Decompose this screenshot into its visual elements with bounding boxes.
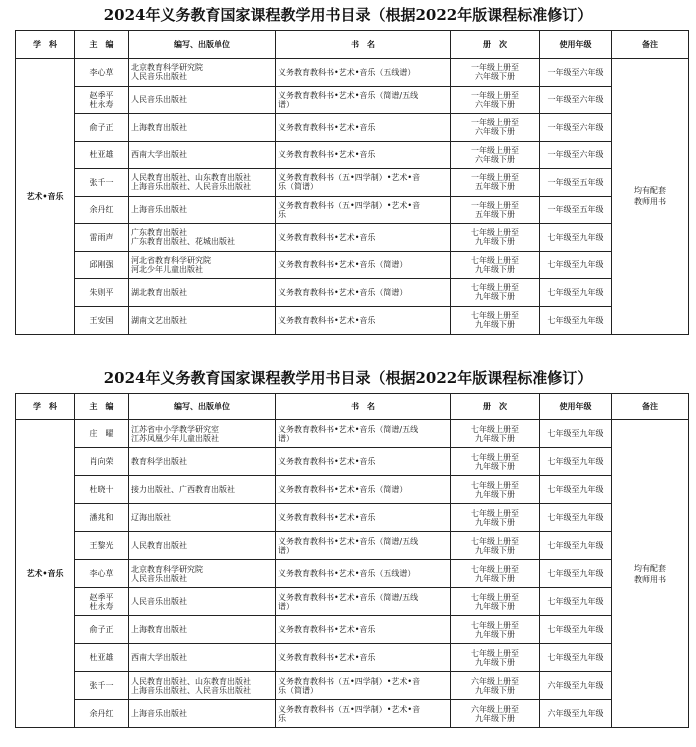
header-row [16, 394, 689, 420]
grade-cell: 七年级至九年级 [540, 560, 612, 588]
table-row [16, 644, 689, 672]
volume-cell: 七年级上册至 九年级下册 [451, 251, 540, 279]
book-title-cell: 义务教育教科书（五•四学制）•艺术•音 乐 [276, 196, 451, 224]
book-title-cell: 义务教育教科书（五•四学制）•艺术•音 乐 [276, 700, 451, 728]
editor-cell: 朱则平 [75, 279, 129, 307]
table-row [16, 504, 689, 532]
table-row [16, 532, 689, 560]
volume-cell: 七年级上册至 九年级下册 [451, 448, 540, 476]
volume-cell: 六年级上册至 九年级下册 [451, 700, 540, 728]
book-title-cell: 义务教育教科书•艺术•音乐（五线谱） [276, 560, 451, 588]
grade-cell: 一年级至六年级 [540, 86, 612, 114]
table-row [16, 672, 689, 700]
header-publisher: 编写、出版单位 [129, 394, 276, 420]
subject-cell: 艺术•音乐 [16, 59, 75, 335]
editor-cell: 王安国 [75, 306, 129, 334]
header-note: 备注 [612, 394, 689, 420]
publisher-cell: 上海音乐出版社 [129, 196, 276, 224]
volume-cell: 七年级上册至 九年级下册 [451, 476, 540, 504]
publisher-cell: 北京教育科学研究院 人民音乐出版社 [129, 59, 276, 87]
editor-cell: 杜晓十 [75, 476, 129, 504]
grade-cell: 六年级至九年级 [540, 700, 612, 728]
volume-cell: 七年级上册至 九年级下册 [451, 306, 540, 334]
table-row [16, 114, 689, 142]
header-book-title: 书 名 [276, 31, 451, 59]
book-title-cell: 义务教育教科书•艺术•音乐 [276, 141, 451, 169]
table-row [16, 224, 689, 252]
book-title-cell: 义务教育教科书•艺术•音乐 [276, 616, 451, 644]
book-title-cell: 义务教育教科书（五•四学制）•艺术•音 乐（简谱） [276, 169, 451, 197]
publisher-cell: 人民音乐出版社 [129, 588, 276, 616]
editor-cell: 俞子正 [75, 114, 129, 142]
table-row [16, 616, 689, 644]
grade-cell: 七年级至九年级 [540, 448, 612, 476]
volume-cell: 七年级上册至 九年级下册 [451, 420, 540, 448]
editor-cell: 余丹红 [75, 196, 129, 224]
table-row [16, 306, 689, 334]
header-publisher: 编写、出版单位 [129, 31, 276, 59]
grade-cell: 七年级至九年级 [540, 306, 612, 334]
book-title-cell: 义务教育教科书•艺术•音乐（简谱） [276, 476, 451, 504]
header-grade: 使用年级 [540, 394, 612, 420]
editor-cell: 肖向荣 [75, 448, 129, 476]
note-cell: 均有配套 教师用书 [612, 59, 689, 335]
book-title-cell: 义务教育教科书•艺术•音乐 [276, 114, 451, 142]
header-editor: 主 编 [75, 394, 129, 420]
grade-cell: 一年级至六年级 [540, 114, 612, 142]
table-body [16, 420, 689, 728]
publisher-cell: 西南大学出版社 [129, 644, 276, 672]
book-title-cell: 义务教育教科书•艺术•音乐 [276, 306, 451, 334]
publisher-cell: 湖北教育出版社 [129, 279, 276, 307]
header-subject: 学 科 [16, 31, 75, 59]
header-editor: 主 编 [75, 31, 129, 59]
table-row [16, 588, 689, 616]
volume-cell: 七年级上册至 九年级下册 [451, 504, 540, 532]
catalog-title: 2024年义务教育国家课程教学用书目录（根据2022年版课程标准修订） [103, 6, 593, 24]
publisher-cell: 广东教育出版社 广东教育出版社、花城出版社 [129, 224, 276, 252]
grade-cell: 六年级至九年级 [540, 672, 612, 700]
publisher-cell: 人民教育出版社、山东教育出版社 上海音乐出版社、人民音乐出版社 [129, 169, 276, 197]
grade-cell: 一年级至六年级 [540, 59, 612, 87]
publisher-cell: 人民教育出版社 [129, 532, 276, 560]
publisher-cell: 上海教育出版社 [129, 616, 276, 644]
catalog-block-2 [0, 363, 696, 393]
editor-cell: 邱刚强 [75, 251, 129, 279]
volume-cell: 一年级上册至 六年级下册 [451, 86, 540, 114]
volume-cell: 一年级上册至 五年级下册 [451, 196, 540, 224]
header-grade: 使用年级 [540, 31, 612, 59]
table-row [16, 251, 689, 279]
header-row [16, 31, 689, 59]
publisher-cell: 河北省教育科学研究院 河北少年儿童出版社 [129, 251, 276, 279]
publisher-cell: 教育科学出版社 [129, 448, 276, 476]
editor-cell: 张千一 [75, 169, 129, 197]
publisher-cell: 人民教育出版社、山东教育出版社 上海音乐出版社、人民音乐出版社 [129, 672, 276, 700]
editor-cell: 杜亚雄 [75, 644, 129, 672]
book-title-cell: 义务教育教科书•艺术•音乐 [276, 644, 451, 672]
book-title-cell: 义务教育教科书•艺术•音乐（简谱） [276, 251, 451, 279]
grade-cell: 七年级至九年级 [540, 588, 612, 616]
volume-cell: 七年级上册至 九年级下册 [451, 616, 540, 644]
book-title-cell: 义务教育教科书•艺术•音乐 [276, 448, 451, 476]
editor-cell: 王黎光 [75, 532, 129, 560]
book-title-cell: 义务教育教科书•艺术•音乐（五线谱） [276, 59, 451, 87]
editor-cell: 杜亚雄 [75, 141, 129, 169]
catalog-title: 2024年义务教育国家课程教学用书目录（根据2022年版课程标准修订） [103, 369, 593, 387]
editor-cell: 庄 曜 [75, 420, 129, 448]
book-title-cell: 义务教育教科书•艺术•音乐 [276, 224, 451, 252]
header-volume: 册 次 [451, 31, 540, 59]
publisher-cell: 湖南文艺出版社 [129, 306, 276, 334]
book-title-cell: 义务教育教科书•艺术•音乐（简谱/五线 谱） [276, 86, 451, 114]
catalog-table-1 [15, 30, 689, 335]
header-volume: 册 次 [451, 394, 540, 420]
editor-cell: 李心草 [75, 59, 129, 87]
volume-cell: 七年级上册至 九年级下册 [451, 560, 540, 588]
book-title-cell: 义务教育教科书•艺术•音乐（简谱） [276, 279, 451, 307]
grade-cell: 七年级至九年级 [540, 251, 612, 279]
subject-cell: 艺术•音乐 [16, 420, 75, 728]
grade-cell: 七年级至九年级 [540, 616, 612, 644]
table-row [16, 560, 689, 588]
editor-cell: 赵季平 杜永寿 [75, 588, 129, 616]
table-row [16, 476, 689, 504]
grade-cell: 七年级至九年级 [540, 279, 612, 307]
table-row [16, 86, 689, 114]
volume-cell: 一年级上册至 五年级下册 [451, 169, 540, 197]
editor-cell: 余丹红 [75, 700, 129, 728]
editor-cell: 潘兆和 [75, 504, 129, 532]
grade-cell: 七年级至九年级 [540, 476, 612, 504]
grade-cell: 一年级至五年级 [540, 196, 612, 224]
grade-cell: 七年级至九年级 [540, 224, 612, 252]
publisher-cell: 接力出版社、广西教育出版社 [129, 476, 276, 504]
volume-cell: 六年级上册至 九年级下册 [451, 672, 540, 700]
table-row [16, 420, 689, 448]
grade-cell: 七年级至九年级 [540, 504, 612, 532]
book-title-cell: 义务教育教科书•艺术•音乐（简谱/五线 谱） [276, 532, 451, 560]
volume-cell: 一年级上册至 六年级下册 [451, 59, 540, 87]
table-row [16, 59, 689, 87]
grade-cell: 一年级至五年级 [540, 169, 612, 197]
grade-cell: 七年级至九年级 [540, 420, 612, 448]
grade-cell: 一年级至六年级 [540, 141, 612, 169]
editor-cell: 俞子正 [75, 616, 129, 644]
grade-cell: 七年级至九年级 [540, 532, 612, 560]
table-row [16, 196, 689, 224]
catalog-table-2 [15, 393, 689, 728]
publisher-cell: 辽海出版社 [129, 504, 276, 532]
table-row [16, 279, 689, 307]
editor-cell: 雷雨声 [75, 224, 129, 252]
publisher-cell: 北京教育科学研究院 人民音乐出版社 [129, 560, 276, 588]
editor-cell: 张千一 [75, 672, 129, 700]
volume-cell: 七年级上册至 九年级下册 [451, 224, 540, 252]
book-title-cell: 义务教育教科书•艺术•音乐（简谱/五线 谱） [276, 420, 451, 448]
book-title-cell: 义务教育教科书•艺术•音乐（简谱/五线 谱） [276, 588, 451, 616]
table-body [16, 59, 689, 335]
grade-cell: 七年级至九年级 [540, 644, 612, 672]
book-title-cell: 义务教育教科书•艺术•音乐 [276, 504, 451, 532]
header-book-title: 书 名 [276, 394, 451, 420]
editor-cell: 李心草 [75, 560, 129, 588]
table-row [16, 448, 689, 476]
editor-cell: 赵季平 杜永寿 [75, 86, 129, 114]
note-cell: 均有配套 教师用书 [612, 420, 689, 728]
volume-cell: 七年级上册至 九年级下册 [451, 644, 540, 672]
table-row [16, 169, 689, 197]
publisher-cell: 西南大学出版社 [129, 141, 276, 169]
volume-cell: 一年级上册至 六年级下册 [451, 114, 540, 142]
header-note: 备注 [612, 31, 689, 59]
header-subject: 学 科 [16, 394, 75, 420]
book-title-cell: 义务教育教科书（五•四学制）•艺术•音 乐（简谱） [276, 672, 451, 700]
publisher-cell: 人民音乐出版社 [129, 86, 276, 114]
table-row [16, 141, 689, 169]
volume-cell: 七年级上册至 九年级下册 [451, 588, 540, 616]
catalog-block-1 [0, 0, 696, 30]
volume-cell: 一年级上册至 六年级下册 [451, 141, 540, 169]
publisher-cell: 上海音乐出版社 [129, 700, 276, 728]
publisher-cell: 上海教育出版社 [129, 114, 276, 142]
publisher-cell: 江苏省中小学教学研究室 江苏凤凰少年儿童出版社 [129, 420, 276, 448]
volume-cell: 七年级上册至 九年级下册 [451, 279, 540, 307]
table-row [16, 700, 689, 728]
volume-cell: 七年级上册至 九年级下册 [451, 532, 540, 560]
